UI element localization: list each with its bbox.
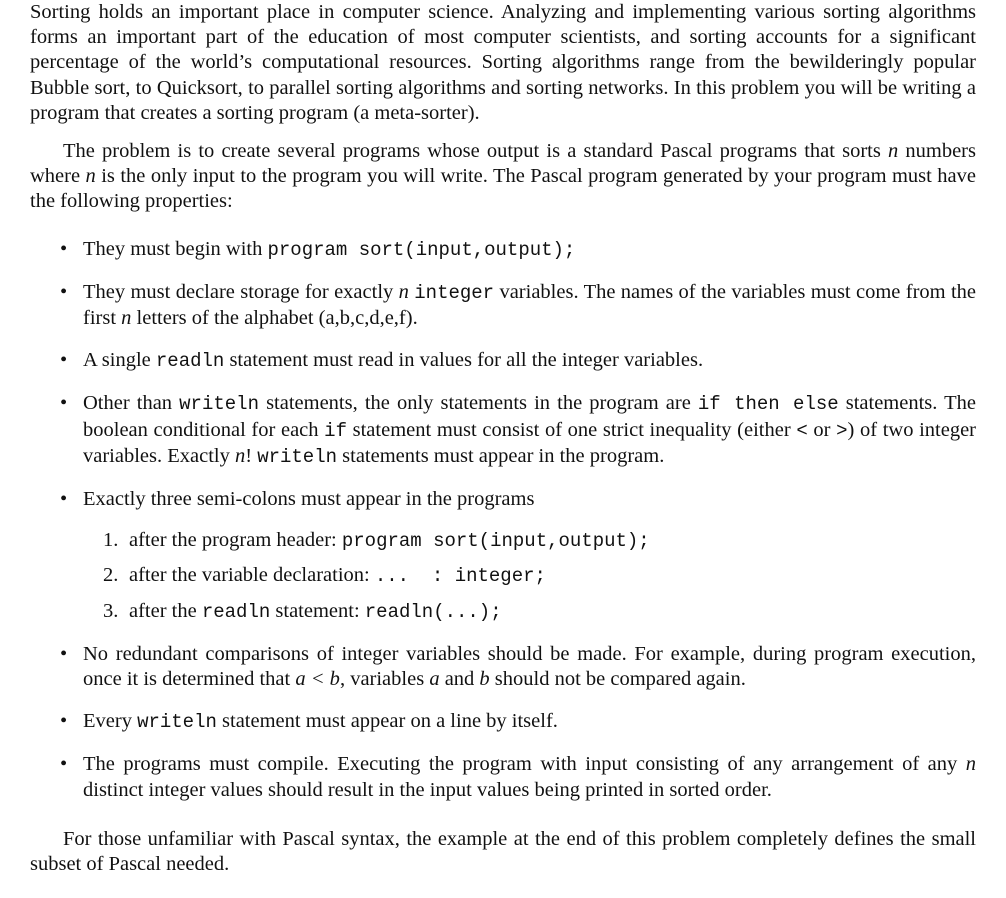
code-snippet: if	[324, 419, 347, 442]
text: The programs must compile. Executing the program with input consisting of any arrangement of any	[83, 753, 966, 776]
code-snippet: readln	[155, 350, 225, 373]
list-item	[30, 280, 976, 331]
intro-paragraph: Sorting holds an important place in computer science. Analyzing and implementing various sorting algorithms forms an important part of the education of most computer scientists, and sorting accounts for a significant percentage of the world’s computational resources. Sorting algorithms range from the bewilderingly popular Bubble sort, to Quicksort, to parallel sorting algorithms and sorting networks. In this problem you will be writing a program that creates a sorting program (a meta-sorter).	[30, 1, 976, 124]
text: A single	[83, 349, 156, 372]
text: and	[439, 668, 480, 691]
text: Every	[83, 710, 138, 733]
text: after the variable declaration:	[129, 564, 375, 587]
list-item	[30, 487, 976, 625]
bullet-icon: •	[60, 280, 68, 303]
var-n: n	[121, 307, 132, 330]
code-snippet: writeln	[257, 445, 338, 468]
text: statements. The boolean conditional for each	[83, 392, 976, 441]
text: Exactly three semi-colons must appear in the programs	[83, 488, 535, 511]
item-number: 3.	[103, 599, 119, 622]
list-item	[30, 709, 976, 735]
text: letters of the alphabet (a,b,c,d,e,f).	[131, 307, 418, 330]
var-n: n	[234, 444, 246, 467]
bullet-icon: •	[60, 753, 68, 776]
code-snippet: writeln	[179, 393, 259, 416]
text: ) of two integer variables. Exactly	[83, 418, 977, 467]
code-snippet: integer	[414, 281, 495, 304]
sub-list-item	[83, 599, 976, 625]
code-snippet: program sort(input,output);	[267, 238, 576, 261]
text: variables. The names of the variables must come from the first	[83, 280, 977, 330]
text: statement must consist of one strict inequality (either	[346, 418, 797, 441]
code-snippet: readln(...);	[364, 600, 502, 623]
text: should not be compared again.	[489, 668, 746, 691]
text: They must declare storage for exactly	[83, 280, 399, 303]
math-expression: a < b	[295, 668, 340, 691]
list-item	[30, 752, 976, 802]
list-item	[30, 237, 976, 263]
text: !	[245, 444, 253, 467]
problem-paragraph	[30, 139, 976, 215]
text: They must begin with	[83, 237, 268, 260]
text: statement must read in values for all the integer variables.	[224, 349, 704, 372]
text: No redundant comparisons of integer variables should be made. For example, during program execution, once it is determined that	[83, 642, 976, 691]
bullet-icon: •	[60, 642, 68, 665]
text: , variables	[339, 668, 430, 691]
var-b: b	[479, 668, 490, 691]
text: The problem is to create several programs whose output is a standard Pascal programs that sorts	[63, 140, 888, 163]
code-snippet: if then else	[697, 393, 839, 416]
text: after the	[129, 599, 202, 622]
text: numbers where	[30, 140, 976, 188]
code-snippet: readln	[201, 600, 271, 623]
code-snippet: <	[796, 419, 808, 442]
bullet-icon: •	[60, 349, 68, 372]
text: distinct integer values should result in the input values being printed in sorted order.	[83, 778, 772, 801]
var-n: n	[887, 140, 899, 163]
text: after the program header:	[129, 529, 342, 552]
text: statements must appear in the program.	[337, 444, 665, 467]
var-n: n	[85, 165, 96, 188]
code-snippet: writeln	[137, 711, 217, 734]
item-number: 1.	[103, 529, 119, 552]
semicolon-list	[83, 528, 976, 625]
properties-list	[30, 237, 976, 803]
list-item	[30, 642, 976, 692]
code-snippet: program sort(input,output);	[341, 530, 650, 553]
list-item	[30, 391, 976, 470]
code-snippet: ... : integer;	[374, 565, 546, 588]
bullet-icon: •	[60, 392, 68, 415]
bullet-icon: •	[60, 710, 68, 733]
text: is the only input to the program you will write. The Pascal program generated by your program must have the following properties:	[30, 165, 976, 213]
text: statement must appear on a line by itself.	[216, 710, 558, 733]
list-item	[30, 348, 976, 374]
text: or	[807, 418, 837, 441]
code-snippet: >	[836, 419, 848, 442]
item-number: 2.	[103, 564, 119, 587]
sub-list-item	[83, 563, 976, 589]
sub-list-item	[83, 528, 976, 554]
text: Other than	[83, 392, 180, 415]
text: statements, the only statements in the program are	[258, 392, 698, 415]
var-n: n	[398, 280, 409, 303]
closing-paragraph: For those unfamiliar with Pascal syntax, the example at the end of this problem completely defines the small subset of Pascal needed.	[30, 827, 976, 876]
bullet-icon: •	[60, 237, 68, 260]
text: statement:	[270, 599, 365, 622]
bullet-icon: •	[60, 488, 68, 511]
var-n: n	[965, 753, 976, 776]
var-a: a	[429, 668, 440, 691]
